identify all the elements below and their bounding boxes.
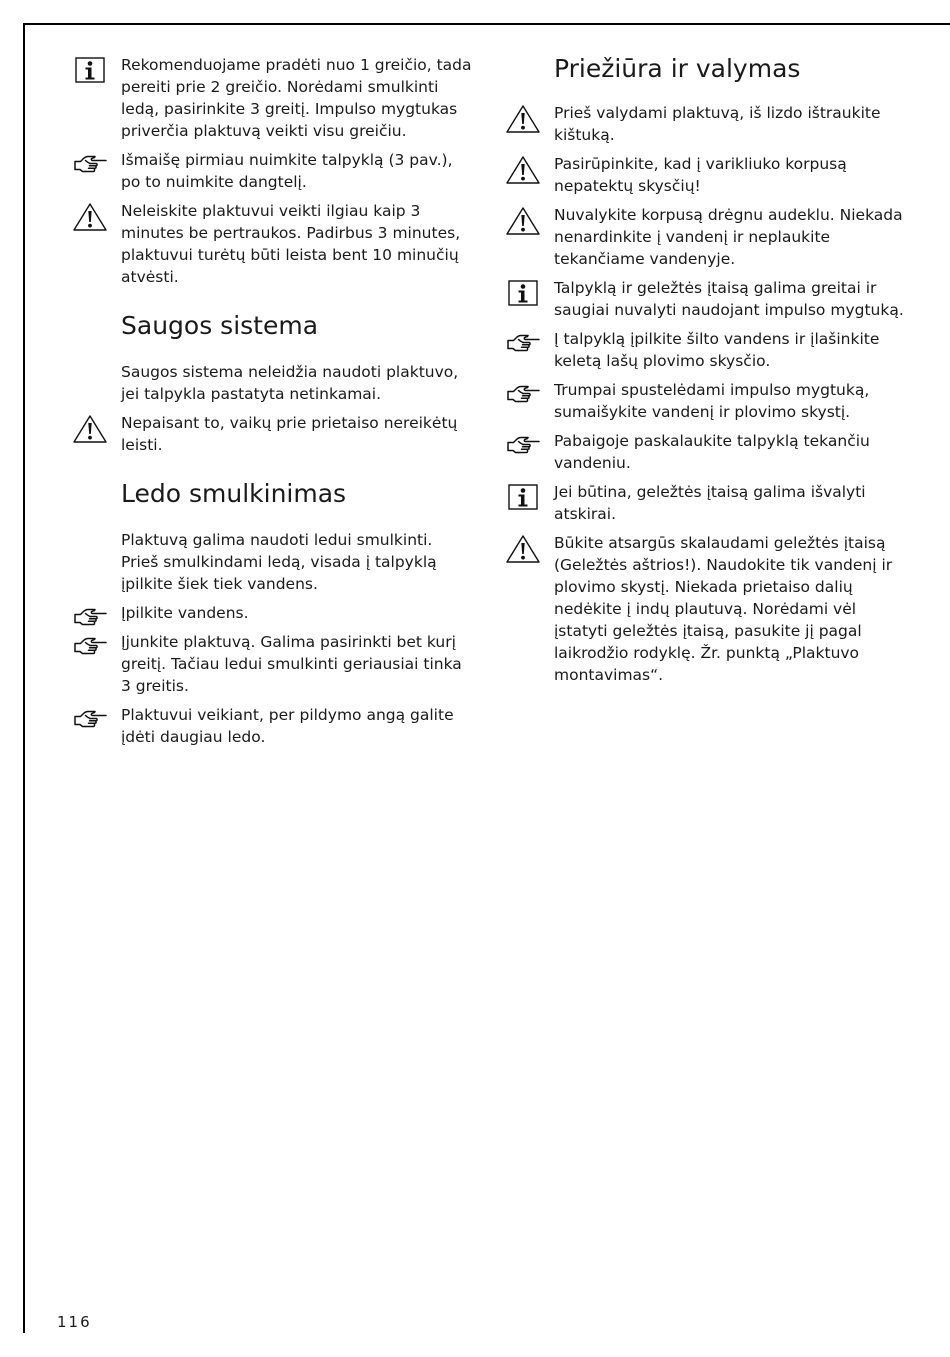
section-heading-ice: Ledo smulkinimas xyxy=(121,479,347,508)
instruction-text: Išmaišę pirmiau nuimkite talpyklą (3 pav.), po to nuimkite dangtelį. xyxy=(121,151,453,191)
instruction-text: Trumpai spustelėdami impulso mygtuką, sumaišykite vandenį ir plovimo skystį. xyxy=(554,381,870,421)
ice-paragraph: Plaktuvą galima naudoti ledui smulkinti. Prieš smulkindami ledą, visada į talpyklą įpilkite šiek tiek vandens. xyxy=(121,531,437,593)
warning-text: Neleiskite plaktuvui veikti ilgiau kaip 3 minutes be pertraukos. Padirbus 3 minutes, plaktuvui turėtų būti leista bent 10 minučių atvėsti. xyxy=(121,202,461,286)
note-item xyxy=(505,481,910,525)
pointing-hand-icon xyxy=(505,432,541,460)
instruction-text: Įpilkite vandens. xyxy=(121,604,249,622)
warning-icon xyxy=(505,104,541,132)
instruction-item xyxy=(72,149,472,193)
warning-text: Pasirūpinkite, kad į varikliuko korpusą nepatektų skysčių! xyxy=(554,155,847,195)
note-text: Jei būtina, geležtės įtaisą galima išvalyti atskirai. xyxy=(554,483,866,523)
instruction-item xyxy=(505,328,910,372)
instruction-text: Įjunkite plaktuvą. Galima pasirinkti bet kurį greitį. Tačiau ledui smulkinti geriausiai tinka 3 greitis. xyxy=(121,633,462,695)
warning-item xyxy=(505,532,910,686)
warning-text: Būkite atsargūs skalaudami geležtės įtaisą (Geležtės aštrios!). Naudokite tik vandenį ir plovimo skystį. Niekada prietaiso dalių nedėkite į indų plautuvą. Norėdami vėl įstatyti geležtės įtaisą, pasukite jį pagal laikrodžio rodyklę. Žr. punktą „Plaktuvo montavimas“. xyxy=(554,534,893,684)
right-column xyxy=(505,54,910,693)
pointing-hand-icon xyxy=(505,330,541,358)
warning-item xyxy=(505,102,910,146)
note-text: Rekomenduojame pradėti nuo 1 greičio, tada pereiti prie 2 greičio. Norėdami smulkinti ledą, pasirinkite 3 greitį. Impulso mygtukas priverčia plaktuvą veikti visu greičiu. xyxy=(121,56,472,140)
info-icon xyxy=(505,279,541,307)
page-frame-left-rule xyxy=(23,23,25,1333)
instruction-item xyxy=(72,602,472,624)
section-heading-safety: Saugos sistema xyxy=(121,311,319,340)
warning-text: Nuvalykite korpusą drėgnu audeklu. Niekada nenardinkite į vandenį ir neplaukite tekančiame vandenyje. xyxy=(554,206,903,268)
warning-text: Prieš valydami plaktuvą, iš lizdo ištraukite kištuką. xyxy=(554,104,881,144)
instruction-item xyxy=(72,704,472,748)
pointing-hand-icon xyxy=(505,381,541,409)
instruction-item xyxy=(72,631,472,697)
info-icon xyxy=(72,56,108,84)
page-frame-top-rule xyxy=(24,23,950,25)
note-item xyxy=(505,277,910,321)
warning-icon xyxy=(505,155,541,183)
note-text: Talpyklą ir geležtės įtaisą galima greitai ir saugiai nuvalyti naudojant impulso mygtuką. xyxy=(554,279,904,319)
pointing-hand-icon xyxy=(72,604,108,632)
pointing-hand-icon xyxy=(72,706,108,734)
section-heading-care-cleaning: Priežiūra ir valymas xyxy=(554,54,801,83)
warning-item xyxy=(505,153,910,197)
info-icon xyxy=(505,483,541,511)
safety-paragraph: Saugos sistema neleidžia naudoti plaktuvo, jei talpykla pastatyta netinkamai. xyxy=(121,363,459,403)
warning-item xyxy=(72,200,472,288)
pointing-hand-icon xyxy=(72,151,108,179)
warning-icon xyxy=(505,206,541,234)
pointing-hand-icon xyxy=(72,633,108,661)
warning-item xyxy=(72,412,472,456)
warning-text: Nepaisant to, vaikų prie prietaiso nereikėtų leisti. xyxy=(121,414,458,454)
instruction-text: Į talpyklą įpilkite šilto vandens ir įlašinkite keletą lašų plovimo skysčio. xyxy=(554,330,880,370)
left-column xyxy=(72,54,472,755)
warning-icon xyxy=(72,202,108,230)
instruction-text: Pabaigoje paskalaukite talpyklą tekančiu vandeniu. xyxy=(554,432,870,472)
note-item xyxy=(72,54,472,142)
warning-icon xyxy=(72,414,108,442)
warning-item xyxy=(505,204,910,270)
instruction-item xyxy=(505,430,910,474)
page-number: 116 xyxy=(57,1313,92,1331)
instruction-text: Plaktuvui veikiant, per pildymo angą galite įdėti daugiau ledo. xyxy=(121,706,454,746)
warning-icon xyxy=(505,534,541,562)
instruction-item xyxy=(505,379,910,423)
